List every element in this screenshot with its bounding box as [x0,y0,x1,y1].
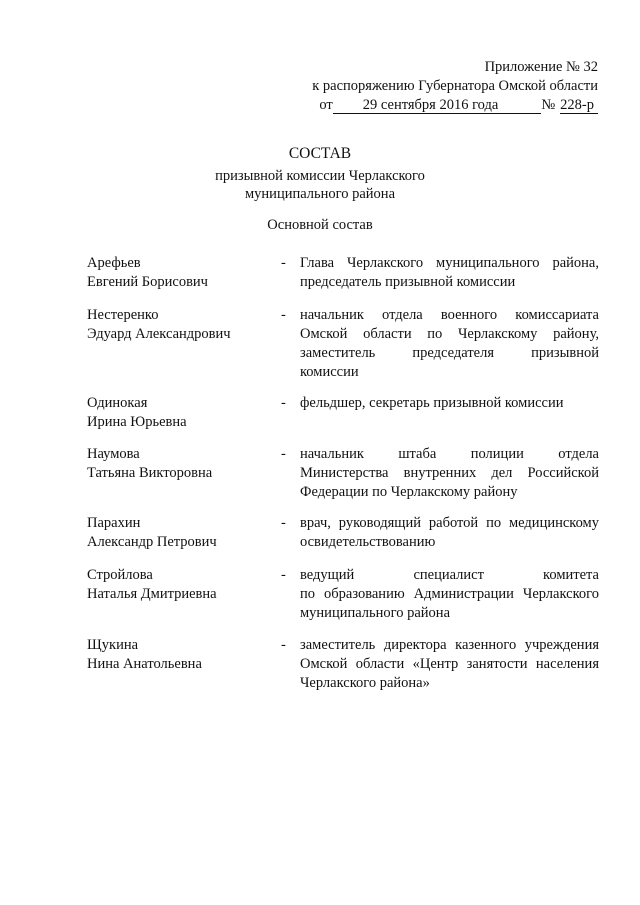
number-label: № [541,97,556,113]
member-surname: Арефьев [87,255,141,271]
role-line: Федерации по Черлакскому району [300,484,518,500]
role-line: комиссии [300,364,359,380]
member-given-name: Ирина Юрьевна [87,414,187,430]
role-line: заместитель председателя призывной [300,345,599,361]
member-given-name: Татьяна Викторовна [87,465,213,481]
member-name [87,394,272,432]
title-line-2: призывной комиссии Черлакского [215,168,425,184]
appendix-date-line [312,96,598,115]
member-given-name: Александр Петрович [87,534,217,550]
member-name [87,445,272,483]
member-role [300,394,599,413]
member-dash: - [281,515,286,531]
role-line: Черлакского района» [300,675,430,691]
member-name [87,514,272,552]
member-dash: - [281,255,286,271]
role-line: председатель призывной комиссии [300,274,516,290]
role-line: Омской области «Центр занятости населения [300,656,599,672]
role-line: врач, руководящий работой по медицинскому [300,515,599,531]
member-role [300,254,599,292]
member-surname: Нестеренко [87,307,159,323]
member-dash: - [281,446,286,462]
member-given-name: Нина Анатольевна [87,656,202,672]
role-line: Министерства внутренних дел Российской [300,465,599,481]
title-heading: СОСТАВ [288,145,352,162]
order-date: 29 сентября 2016 года [333,98,506,114]
member-name [87,636,272,674]
member-dash: - [281,395,286,411]
member-surname: Парахин [87,515,141,531]
date-underline [505,98,541,114]
role-line: муниципального района [300,605,450,621]
role-line: заместитель директора казенного учреждения [300,637,599,653]
member-dash: - [281,567,286,583]
member-surname: Щукина [87,637,139,653]
appendix-reference: к распоряжению Губернатора Омской области [312,78,598,94]
role-line: начальник штаба полиции отдела [300,446,599,462]
member-surname: Одинокая [87,395,148,411]
section-subtitle: Основной состав [267,217,373,233]
member-dash: - [281,637,286,653]
role-line: Омской области по Черлакскому району, [300,326,599,342]
member-name [87,254,272,292]
member-given-name: Евгений Борисович [87,274,208,290]
title-line-3: муниципального района [245,186,395,202]
member-role [300,445,599,502]
role-line: начальник отдела военного комиссариата [300,307,599,323]
member-role [300,566,599,623]
appendix-header [312,58,598,115]
role-line: Глава Черлакского муниципального района, [300,255,599,271]
role-line: фельдшер, секретарь призывной комиссии [300,395,564,411]
member-surname: Наумова [87,446,140,462]
member-given-name: Эдуард Александрович [87,326,231,342]
member-name [87,306,272,344]
role-line: по образованию Администрации Черлакского [300,586,599,602]
role-line: освидетельствованию [300,534,436,550]
member-role [300,514,599,552]
member-dash: - [281,307,286,323]
document-title [0,145,640,203]
member-role [300,306,599,382]
member-role [300,636,599,693]
member-surname: Стройлова [87,567,153,583]
appendix-number: Приложение № 32 [484,59,598,75]
member-name [87,566,272,604]
from-label: от [319,97,333,113]
role-line: ведущий специалист комитета [300,567,599,583]
member-given-name: Наталья Дмитриевна [87,586,217,602]
order-number: 228-р [560,98,598,114]
